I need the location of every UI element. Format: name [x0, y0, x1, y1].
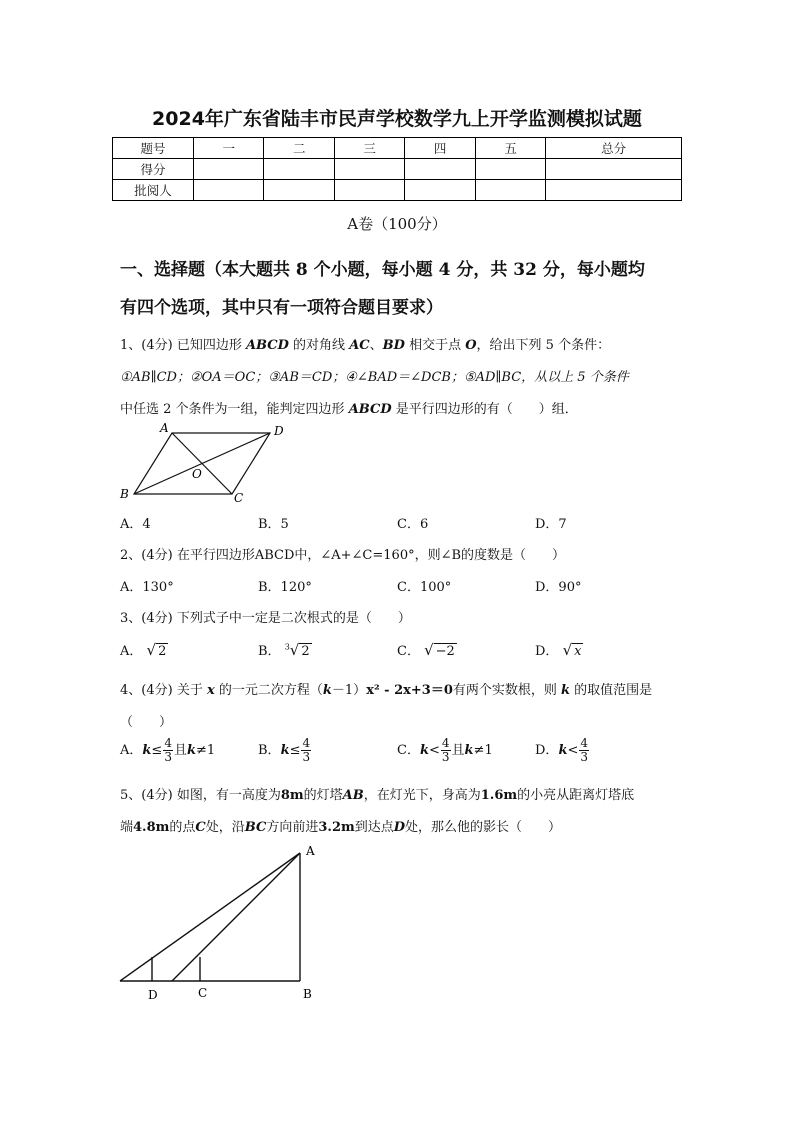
q4-option-letter: A．	[120, 743, 143, 758]
q1-var: AC	[349, 338, 370, 353]
q4-var: k	[280, 743, 290, 758]
q1-var: O	[465, 338, 477, 353]
label-b: B	[120, 487, 129, 501]
q4-var: k	[561, 683, 571, 698]
q1-text: 相交于点	[409, 338, 462, 353]
q5-value: 4.8m	[133, 820, 170, 835]
radicand: x	[574, 644, 582, 659]
score-cell[interactable]	[475, 180, 545, 201]
sqrt-expression: √ 2	[146, 641, 167, 659]
light-ray-c	[172, 853, 300, 981]
q4-option-b[interactable]	[258, 737, 312, 764]
q4-option-d[interactable]	[535, 737, 590, 764]
q3-option-d[interactable]	[535, 640, 583, 659]
relation: ≤	[151, 743, 163, 758]
q3-option-letter: A．	[120, 644, 143, 659]
radicand: 2	[301, 644, 310, 659]
diagonal-bd	[134, 433, 270, 494]
q1-var: ABCD	[245, 338, 289, 353]
score-cell[interactable]	[546, 159, 682, 180]
q5-value: 3.2m	[318, 820, 355, 835]
score-header-cell: 总分	[546, 138, 682, 159]
relation: ≤	[289, 743, 301, 758]
numerator: 4	[164, 736, 172, 750]
score-cell[interactable]	[405, 180, 475, 201]
score-cell[interactable]	[194, 159, 264, 180]
q4-var: x	[206, 683, 215, 698]
q3-option-a[interactable]	[120, 640, 168, 659]
label-d: D	[274, 424, 284, 438]
score-header-cell: 一	[194, 138, 264, 159]
q1-var: ABCD	[348, 402, 392, 417]
q4-line2: （ ）	[120, 715, 173, 730]
score-cell[interactable]	[264, 180, 334, 201]
denominator: 3	[580, 750, 588, 764]
q5-text: 处，沿	[205, 820, 245, 835]
radicand: −2	[435, 644, 455, 659]
q4-option-letter: D．	[535, 743, 559, 758]
q5-var: C	[195, 820, 206, 835]
q4-equation: x² - 2x+3＝0	[366, 683, 453, 698]
q4-var: k	[558, 743, 568, 758]
q4-option-c[interactable]	[397, 737, 493, 764]
q5-text: 处，那么他的影长（ ）	[405, 820, 562, 835]
score-cell[interactable]	[546, 180, 682, 201]
q1-text: 、	[369, 338, 383, 353]
cbrt-expression: $^3$√ 2	[284, 641, 310, 659]
score-cell[interactable]	[264, 159, 334, 180]
score-header-cell: 五	[475, 138, 545, 159]
q3-option-c[interactable]	[397, 640, 457, 659]
q1-line2: ①AB∥CD；②OA＝OC；③AB＝CD；④∠BAD＝∠DCB；⑤AD∥BC，从以上 5 个条件	[120, 370, 629, 385]
parallelogram-figure	[112, 418, 302, 508]
q4-var: k	[186, 743, 196, 758]
q5-text: 到达点	[354, 820, 394, 835]
q4-text: 的取值范围是	[574, 683, 653, 698]
q4-line1	[120, 679, 652, 698]
q2-text: 2、(4分) 在平行四边形ABCD中，∠A+∠C=160°，则∠B的度数是（ ）	[120, 548, 566, 563]
q3-option-b[interactable]	[258, 640, 312, 659]
label-a: A	[306, 844, 315, 858]
score-header-cell: 三	[334, 138, 404, 159]
q1-text: 的对角线	[293, 338, 346, 353]
part1-heading-line2: 有四个选项，其中只有一项符合题目要求）	[120, 298, 443, 318]
label-c: C	[234, 491, 244, 505]
sqrt-expression: √ −2	[424, 641, 455, 659]
q5-line2	[120, 816, 561, 835]
score-cell[interactable]	[475, 159, 545, 180]
label-a: A	[160, 421, 169, 435]
q2-option-c[interactable]: C．100°	[397, 580, 452, 595]
q2-option-a[interactable]: A．130°	[120, 580, 174, 595]
q2-option-b[interactable]: B．120°	[258, 580, 312, 595]
q4-option-letter: C．	[397, 743, 420, 758]
numerator: 4	[441, 736, 450, 750]
q1-option-b[interactable]: B．5	[258, 517, 289, 532]
label-b: B	[303, 987, 312, 1001]
radicand: 2	[158, 644, 167, 659]
conjunction: 且	[173, 743, 187, 758]
q2-option-d[interactable]: D．90°	[535, 580, 582, 595]
q4-text: 4、(4分) 关于	[120, 683, 203, 698]
q5-text: 的灯塔	[303, 788, 343, 803]
q4-text: －1）	[331, 683, 367, 698]
q3-option-letter: C．	[397, 644, 420, 659]
score-header-cell: 四	[405, 138, 475, 159]
relation: <	[428, 743, 440, 758]
denominator: 3	[441, 750, 450, 764]
score-row-label: 批阅人	[113, 180, 194, 201]
condition: ≠1	[473, 743, 493, 758]
q1-option-a[interactable]: A．4	[120, 517, 151, 532]
score-header-cell: 二	[264, 138, 334, 159]
score-cell[interactable]	[194, 180, 264, 201]
label-c: C	[198, 986, 208, 1000]
light-ray-d	[120, 853, 300, 981]
relation: <	[567, 743, 579, 758]
conjunction: 且	[451, 743, 465, 758]
denominator: 3	[302, 750, 311, 764]
sqrt-expression: √ x	[562, 641, 582, 659]
denominator: 3	[164, 750, 172, 764]
numerator: 4	[302, 736, 311, 750]
q1-option-d[interactable]: D．7	[535, 517, 567, 532]
score-cell[interactable]	[334, 180, 404, 201]
q1-option-c[interactable]: C．6	[397, 517, 429, 532]
label-d: D	[148, 988, 158, 1002]
q1-line3	[120, 398, 578, 417]
q5-line1	[120, 784, 634, 803]
part1-heading-line1: 一、选择题（本大题共 8 个小题，每小题 4 分，共 32 分，每小题均	[120, 260, 645, 280]
fraction	[441, 737, 451, 764]
q4-option-letter: B．	[258, 743, 281, 758]
q5-var: AB	[342, 788, 364, 803]
root-index: 3	[284, 642, 290, 652]
q5-text: 方向前进	[266, 820, 319, 835]
score-cell[interactable]	[334, 159, 404, 180]
score-table	[112, 137, 682, 201]
label-o: O	[192, 467, 202, 481]
section-a-heading: A卷（100分）	[347, 215, 447, 233]
q5-text: 的点	[169, 820, 196, 835]
q4-var: k	[464, 743, 474, 758]
q4-option-a[interactable]	[120, 737, 215, 764]
fraction	[579, 737, 589, 764]
q1-text: 是平行四边形的有（ ）组．	[395, 402, 578, 417]
score-cell[interactable]	[405, 159, 475, 180]
q4-text: 的一元二次方程（	[218, 683, 323, 698]
fraction	[163, 737, 173, 764]
q5-var: D	[393, 820, 406, 835]
score-table-header-row	[113, 138, 682, 159]
fraction	[301, 737, 311, 764]
q3-option-letter: D．	[535, 644, 559, 659]
score-table-row	[113, 159, 682, 180]
q4-text: 有两个实数根，则	[452, 683, 557, 698]
page-title: 2024年广东省陆丰市民声学校数学九上开学监测模拟试题	[152, 108, 642, 130]
q5-text: 端	[120, 820, 134, 835]
q3-text: 3、(4分) 下列式子中一定是二次根式的是（ ）	[120, 611, 411, 626]
q4-var: k	[322, 683, 332, 698]
q5-value: 1.6m	[480, 788, 518, 803]
condition: ≠1	[195, 743, 216, 758]
q4-var: k	[419, 743, 429, 758]
q3-option-letter: B．	[258, 644, 281, 659]
q1-text: ，给出下列 5 个条件：	[476, 338, 611, 353]
q5-text: 5、(4分) 如图，有一高度为	[120, 788, 281, 803]
q5-text: ，在灯光下，身高为	[363, 788, 481, 803]
q5-text: 的小亮从距离灯塔底	[517, 788, 635, 803]
score-header-cell: 题号	[113, 138, 194, 159]
q1-line1	[120, 334, 610, 353]
score-row-label: 得分	[113, 159, 194, 180]
score-table-row	[113, 180, 682, 201]
numerator: 4	[580, 736, 588, 750]
q1-var: BD	[382, 338, 405, 353]
lighthouse-figure	[112, 840, 342, 1010]
q5-value: 8m	[280, 788, 304, 803]
q5-var: BC	[244, 820, 267, 835]
q1-text: 中任选 2 个条件为一组，能判定四边形	[120, 402, 345, 417]
q4-var: k	[142, 743, 152, 758]
q1-text: 1、(4分) 已知四边形	[120, 338, 242, 353]
